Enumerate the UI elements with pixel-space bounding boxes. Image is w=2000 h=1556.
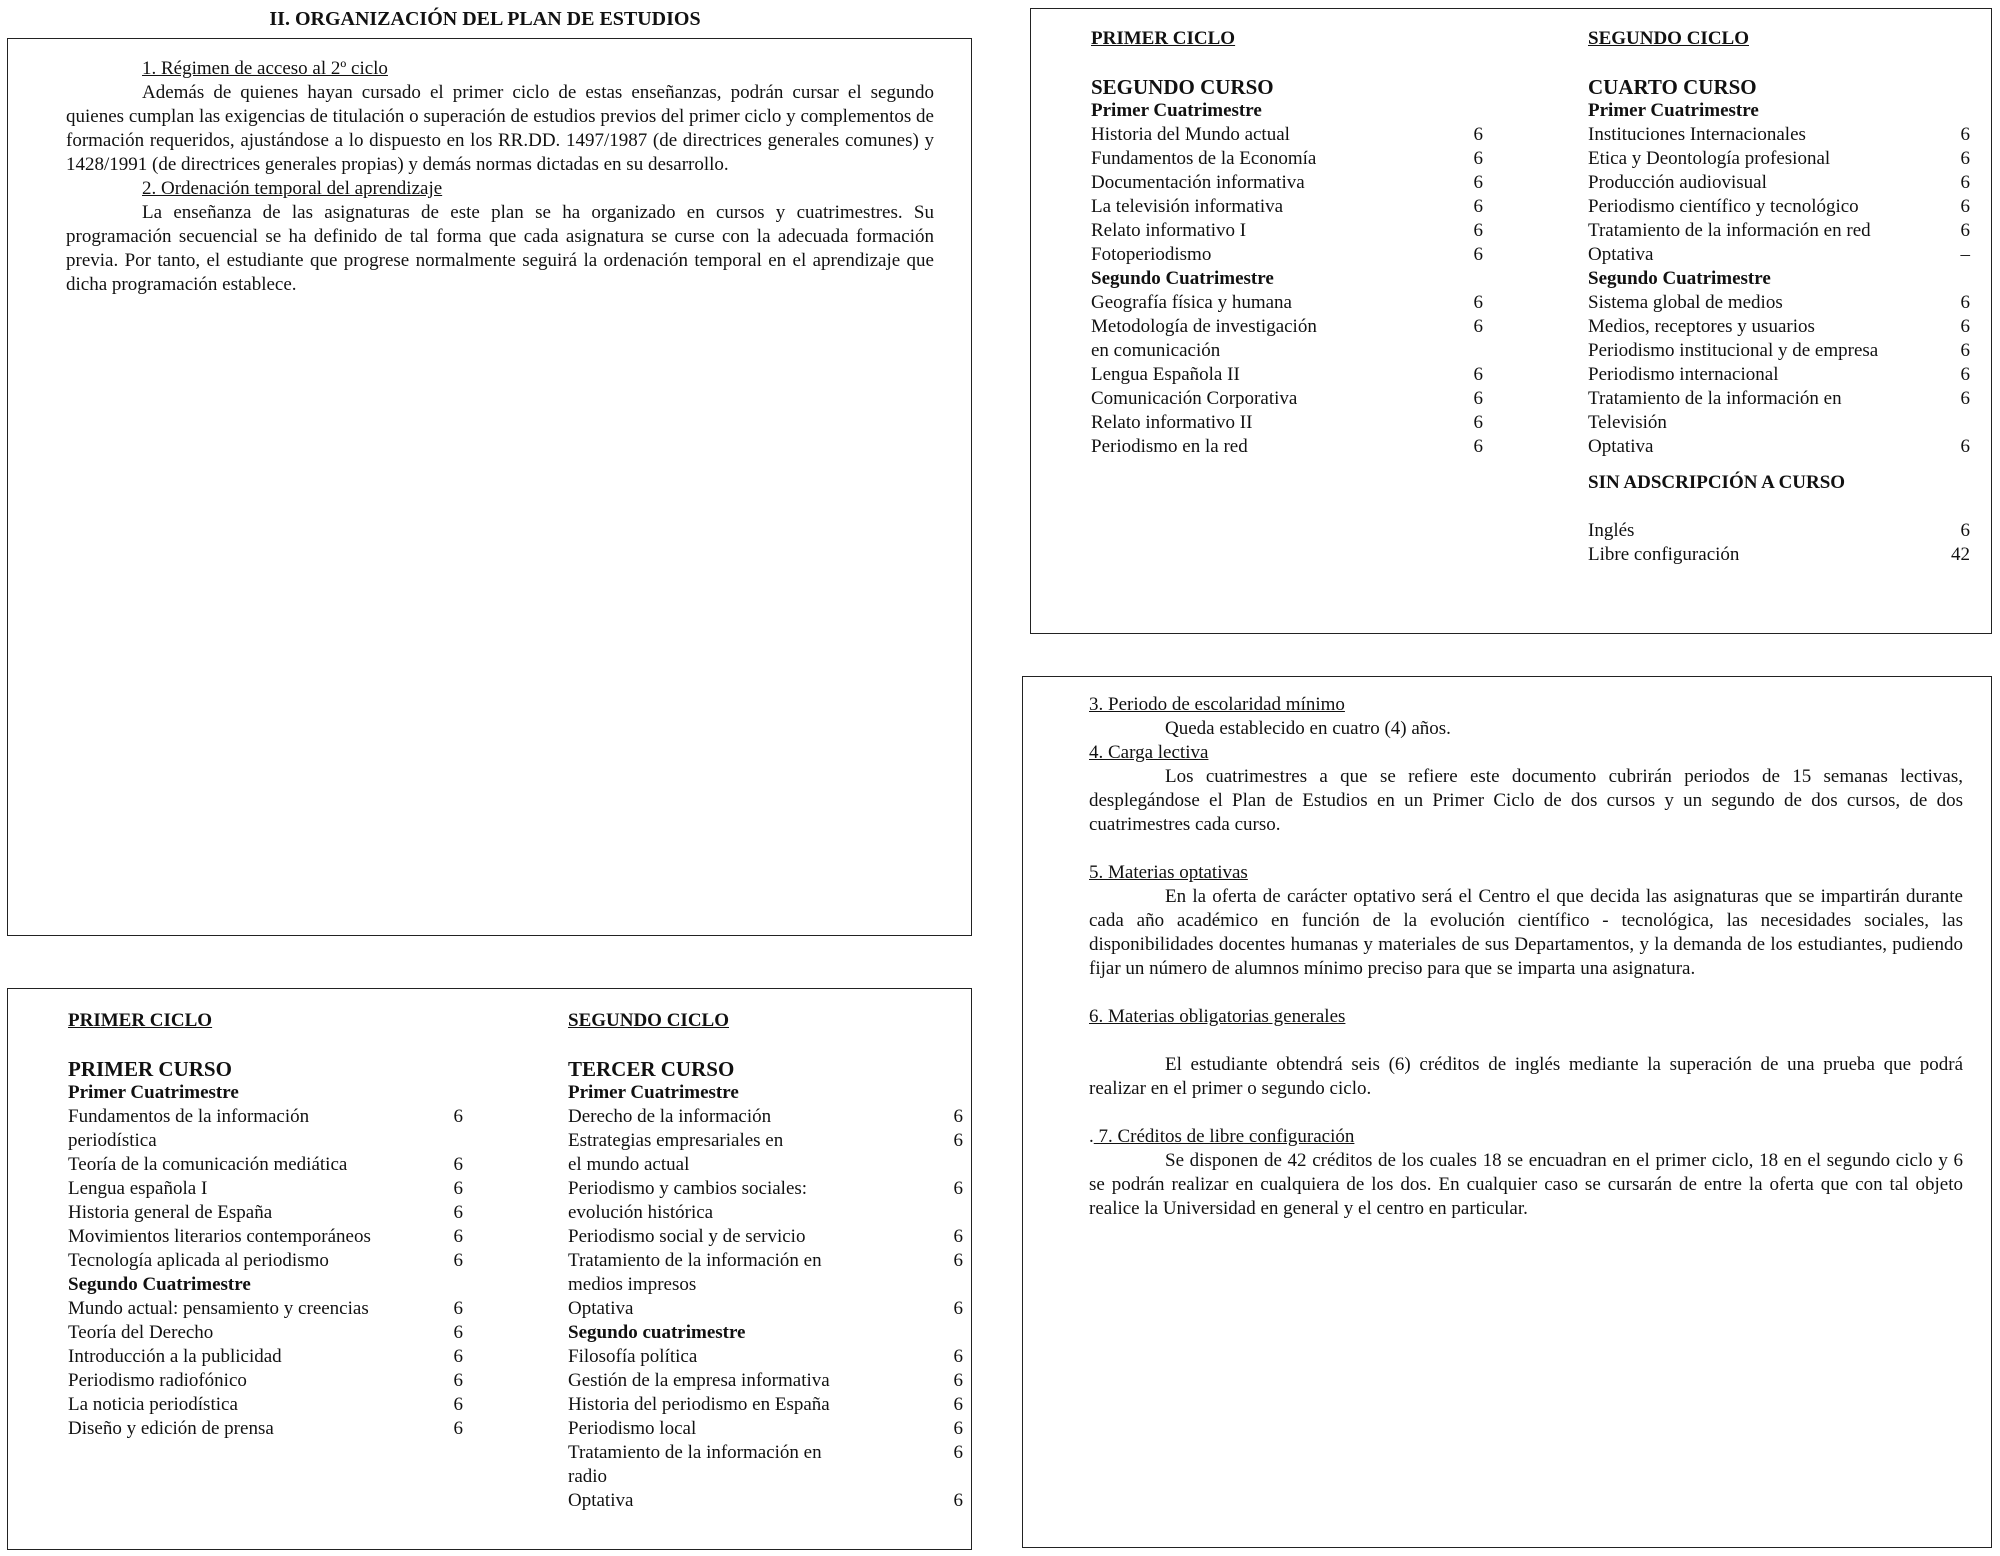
- subject-name: Optativa: [1588, 244, 1654, 265]
- subject-name: Televisión: [1588, 412, 1667, 433]
- subject-credits: [923, 1273, 963, 1297]
- section-1-text: Además de quienes hayan cursado el primer ciclo de estas enseñanzas, podrán cursar el segundo quienes cumplan las exigencias de titulación o superación de estudios previos del primer ciclo y complementos de formación requeridos, ajustándose a lo dispuesto en los RR.DD. 1497/1987 (de directrices generales comunes) y 1428/1991 (de directrices generales propias) y demás normas dictadas en su desarrollo.: [66, 82, 934, 175]
- subject-row: [1091, 147, 1483, 171]
- subject-credits: [923, 1465, 963, 1489]
- subject-name: Introducción a la publicidad: [68, 1346, 282, 1367]
- subject-row: [68, 1129, 463, 1153]
- cuarto-curso-title: CUARTO CURSO: [1588, 75, 1757, 99]
- section-6-text: El estudiante obtendrá seis (6) créditos de inglés mediante la superación de una prueba que podrá realizar en el primer o segundo ciclo.: [1089, 1054, 1963, 1099]
- subject-credits: 6: [1473, 196, 1483, 217]
- subject-row: [68, 1105, 463, 1129]
- subject-row: [1588, 195, 1970, 219]
- subject-name: Tratamiento de la información en: [568, 1250, 822, 1271]
- subject-row: [1091, 387, 1483, 411]
- subject-name: Instituciones Internacionales: [1588, 124, 1806, 145]
- subject-name: Periodismo institucional y de empresa: [1588, 340, 1879, 361]
- subject-credits: 6: [953, 1226, 963, 1247]
- section-7-prefix: .: [1089, 1126, 1094, 1147]
- subject-row: [1091, 219, 1483, 243]
- subject-credits: 6: [453, 1370, 463, 1391]
- subject-row: [568, 1201, 963, 1225]
- subject-row: [1588, 519, 1970, 543]
- subject-name: Lengua española I: [68, 1178, 208, 1199]
- section-2-text: La enseñanza de las asignaturas de este plan se ha organizado en cursos y cuatrimestres. Su programación secuencial se ha definido de tal forma que cada asignatura se curse con la adecuada formación previa. Por tanto, el estudiante que progrese normalmente seguirá la ordenación temporal en el aprendizaje que dicha programación establece.: [66, 202, 934, 295]
- courses-box-1-3: [7, 988, 972, 1550]
- subject-credits: 6: [1473, 292, 1483, 313]
- subject-row: [568, 1177, 963, 1201]
- subject-credits: 6: [1473, 172, 1483, 193]
- subject-credits: 6: [453, 1322, 463, 1343]
- subject-row: [68, 1177, 463, 1201]
- subject-name: Libre configuración: [1588, 544, 1740, 565]
- semester-heading: Segundo cuatrimestre: [568, 1322, 746, 1343]
- subject-name: Optativa: [1588, 436, 1654, 457]
- subject-credits: 6: [953, 1178, 963, 1199]
- subject-row: [68, 1225, 463, 1249]
- subject-credits: 6: [1960, 436, 1970, 457]
- subject-name: Producción audiovisual: [1588, 172, 1767, 193]
- subject-row: [1588, 291, 1970, 315]
- subject-credits: 6: [453, 1418, 463, 1439]
- subject-name: periodística: [68, 1130, 157, 1151]
- subject-name: Teoría de la comunicación mediática: [68, 1154, 348, 1175]
- subject-name: Periodismo radiofónico: [68, 1370, 247, 1391]
- subject-name: Etica y Deontología profesional: [1588, 148, 1831, 169]
- subject-credits: 6: [1960, 148, 1970, 169]
- subject-credits: 6: [453, 1298, 463, 1319]
- segundo-curso-title: SEGUNDO CURSO: [1091, 75, 1274, 99]
- subject-credits: 6: [1960, 172, 1970, 193]
- subject-row: [1588, 543, 1970, 567]
- subject-credits: 6: [1960, 124, 1970, 145]
- subject-name: Optativa: [568, 1490, 634, 1511]
- subject-credits: 6: [1473, 124, 1483, 145]
- page-title: II. ORGANIZACIÓN DEL PLAN DE ESTUDIOS: [269, 8, 701, 30]
- subject-name: Periodismo científico y tecnológico: [1588, 196, 1859, 217]
- subject-name: Inglés: [1588, 520, 1635, 541]
- segundo-ciclo-heading: SEGUNDO CICLO: [1588, 28, 1749, 49]
- subject-row: [1091, 195, 1483, 219]
- subject-row: [1091, 123, 1483, 147]
- subject-row: [1091, 363, 1483, 387]
- subject-credits: 6: [953, 1490, 963, 1511]
- subject-row: [568, 1345, 963, 1369]
- section-3-text: Queda establecido en cuatro (4) años.: [1165, 718, 1451, 739]
- subject-row: [1091, 243, 1483, 267]
- section-7-title: 7. Créditos de libre configuración: [1093, 1126, 1355, 1147]
- subject-name: Relato informativo I: [1091, 220, 1247, 241]
- cuarto-curso-column: [1588, 27, 1970, 567]
- section-5-title: 5. Materias optativas: [1089, 862, 1248, 883]
- subject-row: [568, 1393, 963, 1417]
- subject-credits: [423, 1129, 463, 1153]
- subject-row: [568, 1441, 963, 1465]
- subject-row: [1091, 171, 1483, 195]
- subject-credits: 6: [453, 1202, 463, 1223]
- subject-name: Medios, receptores y usuarios: [1588, 316, 1815, 337]
- subject-credits: 6: [953, 1298, 963, 1319]
- subject-credits: 6: [453, 1154, 463, 1175]
- subject-name: Fotoperiodismo: [1091, 244, 1212, 265]
- subject-credits: 6: [1960, 220, 1970, 241]
- subject-credits: 6: [1960, 364, 1970, 385]
- subject-row: [568, 1465, 963, 1489]
- subject-row: [568, 1153, 963, 1177]
- subject-credits: 6: [953, 1346, 963, 1367]
- subject-row: [1588, 147, 1970, 171]
- subject-credits: [923, 1153, 963, 1177]
- subject-row: [68, 1249, 463, 1273]
- subject-row: [1091, 435, 1483, 459]
- semester-heading: Primer Cuatrimestre: [68, 1082, 239, 1103]
- semester-heading: Primer Cuatrimestre: [568, 1082, 739, 1103]
- tercer-curso-column: [568, 1009, 963, 1513]
- subject-credits: 6: [1473, 364, 1483, 385]
- subject-credits: 6: [453, 1394, 463, 1415]
- tercer-curso-title: TERCER CURSO: [568, 1057, 735, 1081]
- semester-heading: Primer Cuatrimestre: [1091, 100, 1262, 121]
- subject-credits: [923, 1201, 963, 1225]
- subject-credits: 6: [1473, 244, 1483, 265]
- subject-name: Gestión de la empresa informativa: [568, 1370, 830, 1391]
- subject-name: Historia general de España: [68, 1202, 273, 1223]
- subject-name: Sistema global de medios: [1588, 292, 1783, 313]
- subject-row: [1091, 339, 1483, 363]
- subject-credits: 6: [453, 1250, 463, 1271]
- subject-list: [1588, 519, 1970, 567]
- subject-credits: 6: [953, 1418, 963, 1439]
- subject-name: Fundamentos de la información: [68, 1106, 310, 1127]
- subject-list: [68, 1105, 463, 1273]
- subject-name: Mundo actual: pensamiento y creencias: [68, 1298, 369, 1319]
- subject-credits: 6: [1473, 220, 1483, 241]
- subject-name: Movimientos literarios contemporáneos: [68, 1226, 371, 1247]
- courses-box-2-4: [1030, 8, 1992, 634]
- subject-list: [1588, 123, 1970, 267]
- subject-name: Periodismo local: [568, 1418, 697, 1439]
- subject-row: [1588, 411, 1970, 435]
- subject-name: Fundamentos de la Economía: [1091, 148, 1317, 169]
- subject-row: [68, 1321, 463, 1345]
- subject-row: [568, 1417, 963, 1441]
- subject-credits: 6: [953, 1442, 963, 1463]
- subject-list: [1091, 291, 1483, 459]
- subject-credits: 42: [1951, 544, 1970, 565]
- subject-row: [568, 1249, 963, 1273]
- semester-heading: Segundo Cuatrimestre: [68, 1274, 251, 1295]
- subject-name: Geografía física y humana: [1091, 292, 1292, 313]
- subject-name: Periodismo internacional: [1588, 364, 1779, 385]
- subject-name: Relato informativo II: [1091, 412, 1253, 433]
- subject-row: [568, 1297, 963, 1321]
- subject-credits: 6: [1960, 520, 1970, 541]
- sin-adscripcion-heading: SIN ADSCRIPCIÓN A CURSO: [1588, 472, 1846, 493]
- primer-curso-column: [68, 1009, 463, 1441]
- subject-credits: 6: [453, 1226, 463, 1247]
- subject-list: [68, 1297, 463, 1441]
- subject-row: [1588, 123, 1970, 147]
- subject-credits: 6: [1473, 436, 1483, 457]
- semester-heading: Segundo Cuatrimestre: [1588, 268, 1771, 289]
- primer-ciclo-heading: PRIMER CICLO: [68, 1010, 213, 1031]
- section-3-title: 3. Periodo de escolaridad mínimo: [1089, 694, 1345, 715]
- subject-row: [1588, 315, 1970, 339]
- subject-list: [568, 1105, 963, 1321]
- subject-name: en comunicación: [1091, 340, 1221, 361]
- subject-name: Historia del periodismo en España: [568, 1394, 830, 1415]
- section-1-title: 1. Régimen de acceso al 2º ciclo: [142, 58, 388, 79]
- subject-row: [68, 1153, 463, 1177]
- subject-list: [1588, 291, 1970, 459]
- section-6-title: 6. Materias obligatorias generales: [1089, 1006, 1346, 1027]
- subject-credits: 6: [1960, 388, 1970, 409]
- subject-credits: 6: [1960, 292, 1970, 313]
- subject-credits: 6: [953, 1370, 963, 1391]
- subject-row: [1091, 315, 1483, 339]
- subject-row: [1588, 435, 1970, 459]
- subject-name: Periodismo en la red: [1091, 436, 1248, 457]
- subject-row: [1091, 291, 1483, 315]
- subject-row: [1588, 363, 1970, 387]
- subject-name: el mundo actual: [568, 1154, 690, 1175]
- subject-credits: 6: [953, 1130, 963, 1151]
- subject-name: Documentación informativa: [1091, 172, 1305, 193]
- subject-row: [568, 1225, 963, 1249]
- subject-name: Comunicación Corporativa: [1091, 388, 1298, 409]
- section-4-title: 4. Carga lectiva: [1089, 742, 1209, 763]
- subject-credits: 6: [1960, 340, 1970, 361]
- subject-credits: 6: [453, 1346, 463, 1367]
- subject-credits: 6: [953, 1394, 963, 1415]
- section-5-text: En la oferta de carácter optativo será el Centro el que decida las asignaturas que se impartirán durante cada año académico en función de la evolución científico - tecnológica, las necesidades sociales, las disponibilidades docentes humanas y materiales de sus Departamentos, y la demanda de los estudiantes, pudiendo fijar un número de alumnos mínimo preciso para que se imparta una asignatura.: [1089, 886, 1963, 979]
- subject-credits: 6: [453, 1106, 463, 1127]
- subject-name: Lengua Española II: [1091, 364, 1240, 385]
- subject-name: Historia del Mundo actual: [1091, 124, 1290, 145]
- subject-name: Tratamiento de la información en red: [1588, 220, 1871, 241]
- subject-credits: 6: [1960, 196, 1970, 217]
- subject-name: Tratamiento de la información en: [1588, 388, 1842, 409]
- subject-row: [68, 1393, 463, 1417]
- subject-credits: [1930, 411, 1970, 435]
- subject-row: [68, 1201, 463, 1225]
- segundo-curso-column: [1091, 27, 1483, 459]
- regulations-box: [1022, 676, 1992, 1548]
- subject-credits: 6: [953, 1250, 963, 1271]
- subject-row: [1588, 339, 1970, 363]
- subject-row: [1588, 219, 1970, 243]
- subject-row: [568, 1273, 963, 1297]
- subject-row: [568, 1129, 963, 1153]
- section-7-text: Se disponen de 42 créditos de los cuales 18 se encuadran en el primer ciclo, 18 en el segundo ciclo y 6 se podrán realizar en cualquiera de los dos. En cualquier caso se cursarán de entre la oferta que con tal objeto realice la Universidad en general y el centro en particular.: [1089, 1150, 1963, 1219]
- subject-name: Periodismo y cambios sociales:: [568, 1178, 808, 1199]
- subject-name: Optativa: [568, 1298, 634, 1319]
- subject-name: La noticia periodística: [68, 1394, 238, 1415]
- subject-row: [1588, 243, 1970, 267]
- subject-credits: –: [1960, 244, 1970, 265]
- subject-name: medios impresos: [568, 1274, 697, 1295]
- segundo-ciclo-heading: SEGUNDO CICLO: [568, 1010, 729, 1031]
- subject-row: [68, 1369, 463, 1393]
- subject-row: [1091, 411, 1483, 435]
- subject-row: [568, 1369, 963, 1393]
- intro-box: [7, 38, 972, 936]
- subject-name: Estrategias empresariales en: [568, 1130, 784, 1151]
- subject-credits: 6: [1473, 316, 1483, 337]
- semester-heading: Segundo Cuatrimestre: [1091, 268, 1274, 289]
- section-2-title: 2. Ordenación temporal del aprendizaje: [142, 178, 443, 199]
- subject-name: Diseño y edición de prensa: [68, 1418, 274, 1439]
- subject-name: evolución histórica: [568, 1202, 714, 1223]
- subject-row: [568, 1489, 963, 1513]
- subject-list: [1091, 123, 1483, 267]
- subject-credits: 6: [1473, 148, 1483, 169]
- subject-name: Metodología de investigación: [1091, 316, 1317, 337]
- subject-row: [568, 1105, 963, 1129]
- subject-row: [1588, 171, 1970, 195]
- subject-name: Derecho de la información: [568, 1106, 772, 1127]
- primer-curso-title: PRIMER CURSO: [68, 1057, 232, 1081]
- subject-credits: 6: [1960, 316, 1970, 337]
- subject-name: radio: [568, 1466, 608, 1487]
- subject-list: [568, 1345, 963, 1513]
- section-4-text: Los cuatrimestres a que se refiere este documento cubrirán periodos de 15 semanas lectivas, desplegándose el Plan de Estudios en un Primer Ciclo de dos cursos y un segundo de dos cursos, de dos cuatrimestres cada curso.: [1089, 766, 1963, 835]
- subject-credits: 6: [453, 1178, 463, 1199]
- subject-credits: 6: [1473, 412, 1483, 433]
- subject-row: [68, 1297, 463, 1321]
- subject-credits: 6: [1473, 388, 1483, 409]
- subject-credits: 6: [953, 1106, 963, 1127]
- subject-name: Tratamiento de la información en: [568, 1442, 822, 1463]
- semester-heading: Primer Cuatrimestre: [1588, 100, 1759, 121]
- subject-name: Tecnología aplicada al periodismo: [68, 1250, 329, 1271]
- subject-row: [68, 1345, 463, 1369]
- subject-row: [1588, 387, 1970, 411]
- subject-credits: [1443, 339, 1483, 363]
- subject-row: [68, 1417, 463, 1441]
- subject-name: La televisión informativa: [1091, 196, 1284, 217]
- subject-name: Filosofía política: [568, 1346, 698, 1367]
- primer-ciclo-heading: PRIMER CICLO: [1091, 28, 1236, 49]
- subject-name: Periodismo social y de servicio: [568, 1226, 806, 1247]
- subject-name: Teoría del Derecho: [68, 1322, 214, 1343]
